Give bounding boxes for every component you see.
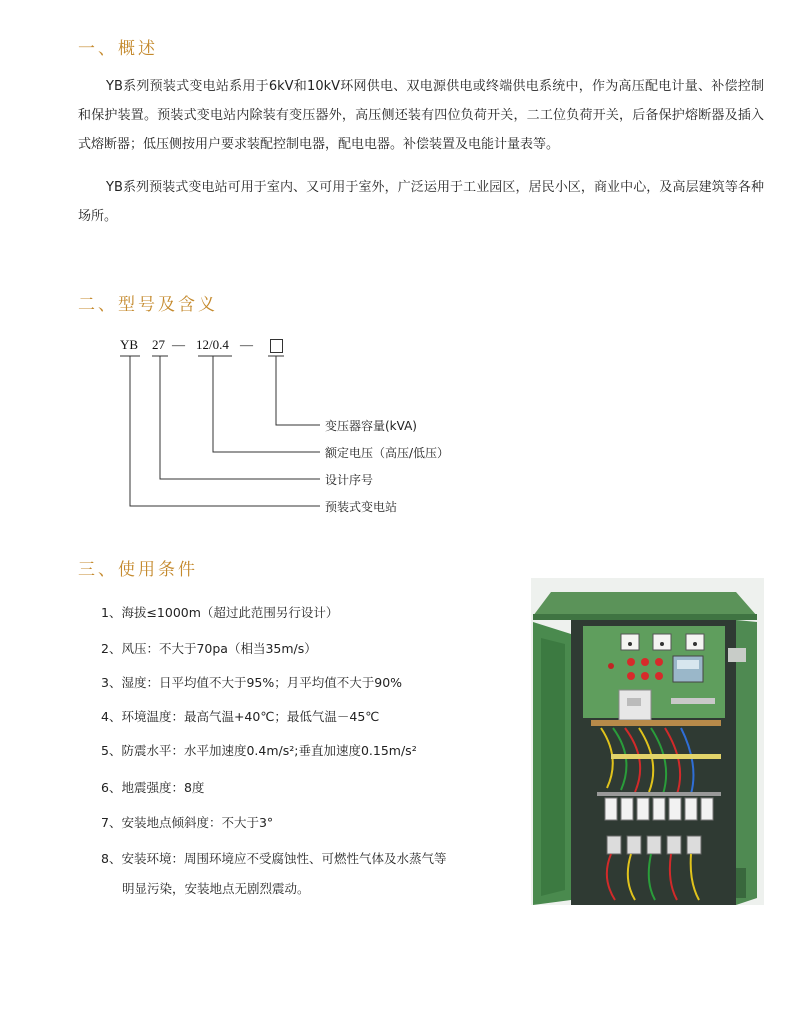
overview-paragraph-1: YB系列预装式变电站系用于6kV和10kV环网供电、双电源供电或终端供电系统中，作为高压配电计量、补偿控制和保护装置。预装式变电站内除装有变压器外，高压侧还装有四位负荷开关，二工位负荷开关，后备保护熔断器及插入式熔断器；低压侧按用户要求装配控制电器，配电电器。补偿装置及电能计量表等。: [78, 79, 764, 152]
legend-design-serial: 设计序号: [325, 473, 374, 487]
condition-8-continued: 明显污染，安装地点无剧烈震动。: [122, 881, 310, 896]
condition-5: 5、防震水平：水平加速度0.4m/s²;垂直加速度0.15m/s²: [101, 743, 417, 758]
condition-7: 7、安装地点倾斜度：不大于3°: [101, 815, 274, 830]
condition-1: 1、海拔≤1000m（超过此范围另行设计）: [101, 605, 339, 620]
condition-6: 6、地震强度：8度: [101, 780, 205, 795]
legend-voltage: 额定电压（高压/低压）: [325, 446, 450, 460]
code-dash-1: —: [172, 337, 185, 352]
substation-cabinet-photo: [531, 578, 764, 905]
condition-3: 3、湿度：日平均值不大于95%；月平均值不大于90%: [101, 675, 403, 690]
condition-4: 4、环境温度：最高气温+40℃；最低气温－45℃: [101, 709, 380, 724]
condition-8: 8、安装环境：周围环境应不受腐蚀性、可燃性气体及水蒸气等: [101, 851, 447, 866]
code-voltage: 12/0.4: [196, 337, 229, 352]
code-yb: YB: [120, 337, 139, 352]
section1-title: 一、概述: [78, 39, 158, 59]
legend-capacity: 变压器容量(kVA): [325, 419, 417, 433]
code-number: 27: [152, 337, 165, 352]
overview-paragraph-2: YB系列预装式变电站可用于室内、又可用于室外，广泛运用于工业园区，居民小区，商业中心，及高层建筑等各种场所。: [78, 180, 764, 224]
code-dash-2: —: [240, 337, 253, 352]
condition-2: 2、风压：不大于70pa（相当35m/s）: [101, 641, 317, 656]
legend-substation: 预装式变电站: [325, 500, 398, 514]
section3-title: 三、使用条件: [78, 560, 198, 580]
section2-title: 二、型号及含义: [78, 295, 218, 315]
